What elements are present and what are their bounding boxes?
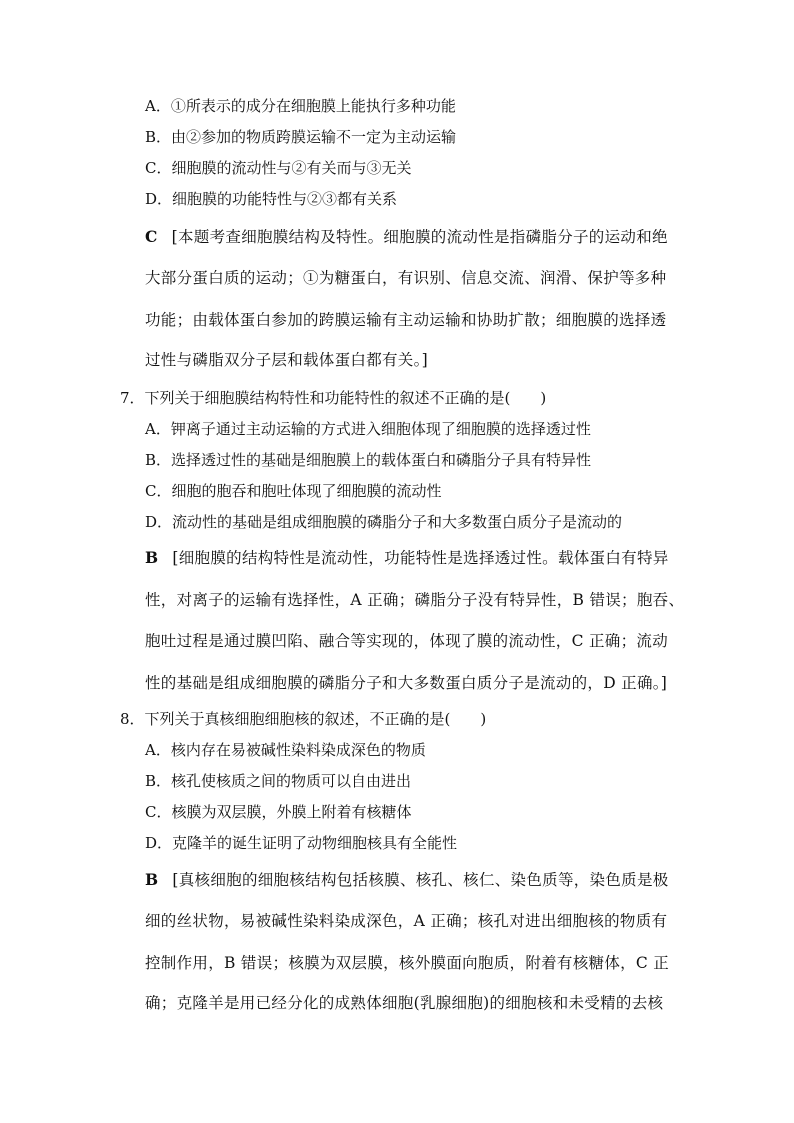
q7-answer-key: B <box>145 548 159 567</box>
q7-explanation-line-4: 性的基础是组成细胞膜的磷脂分子和大多数蛋白质分子是流动的，D 正确。] <box>145 674 668 692</box>
prev-option-c: C．细胞膜的流动性与②有关而与③无关 <box>145 159 412 177</box>
q8-explanation-text: [真核细胞的细胞核结构包括核膜、核孔、核仁、染色质等，染色质是极 <box>172 871 669 889</box>
q8-option-b: B．核孔使核质之间的物质可以自由进出 <box>145 772 412 790</box>
q8-explanation-line-3: 控制作用，B 错误；核膜为双层膜，核外膜面向胞质，附着有核糖体，C 正 <box>145 954 670 972</box>
q8-explanation-line-4: 确；克隆羊是用已经分化的成熟体细胞(乳腺细胞)的细胞核和未受精的去核 <box>145 994 664 1012</box>
q7-explanation-line-1 <box>145 548 669 568</box>
q8-option-d: D．克隆羊的诞生证明了动物细胞核具有全能性 <box>145 834 458 852</box>
prev-explanation-line-1 <box>145 227 668 247</box>
prev-explanation-line-4: 过性与磷脂双分子层和载体蛋白都有关。] <box>145 351 428 369</box>
q8-option-c: C．核膜为双层膜，外膜上附着有核糖体 <box>145 803 412 821</box>
q7-option-c: C．细胞的胞吞和胞吐体现了细胞膜的流动性 <box>145 482 442 500</box>
prev-option-b: B．由②参加的物质跨膜运输不一定为主动运输 <box>145 128 457 146</box>
prev-answer-key: C <box>145 227 158 246</box>
q8-option-a: A．核内存在易被碱性染料染成深色的物质 <box>145 741 426 759</box>
prev-explanation-text: [本题考查细胞膜结构及特性。细胞膜的流动性是指磷脂分子的运动和绝 <box>171 228 668 246</box>
q7-explanation-text: [细胞膜的结构特性是流动性，功能特性是选择透过性。载体蛋白有特异 <box>172 549 669 567</box>
q8-explanation-line-2: 细的丝状物，易被碱性染料染成深色，A 正确；核孔对进出细胞核的物质有 <box>145 912 668 930</box>
prev-explanation-line-3: 功能；由载体蛋白参加的跨膜运输有主动运输和协助扩散；细胞膜的选择透 <box>145 311 667 329</box>
q7-explanation-line-3: 胞吐过程是通过膜凹陷、融合等实现的，体现了膜的流动性，C 正确；流动 <box>145 632 668 650</box>
q8-stem: 8．下列关于真核细胞细胞核的叙述，不正确的是( ) <box>120 710 487 728</box>
q7-stem: 7．下列关于细胞膜结构特性和功能特性的叙述不正确的是( ) <box>120 389 547 407</box>
prev-option-d: D．细胞膜的功能特性与②③都有关系 <box>145 190 398 208</box>
q7-option-a: A．钾离子通过主动运输的方式进入细胞体现了细胞膜的选择透过性 <box>145 420 591 438</box>
q7-explanation-line-2: 性，对离子的运输有选择性，A 正确；磷脂分子没有特异性，B 错误；胞吞、 <box>145 591 685 609</box>
q8-explanation-line-1 <box>145 870 669 890</box>
q7-option-b: B．选择透过性的基础是细胞膜上的载体蛋白和磷脂分子具有特异性 <box>145 451 592 469</box>
q8-answer-key: B <box>145 870 159 889</box>
q7-option-d: D．流动性的基础是组成细胞膜的磷脂分子和大多数蛋白质分子是流动的 <box>145 513 623 531</box>
prev-option-a: A．①所表示的成分在细胞膜上能执行多种功能 <box>145 97 456 115</box>
prev-explanation-line-2: 大部分蛋白质的运动；①为糖蛋白，有识别、信息交流、润滑、保护等多种 <box>145 269 667 287</box>
